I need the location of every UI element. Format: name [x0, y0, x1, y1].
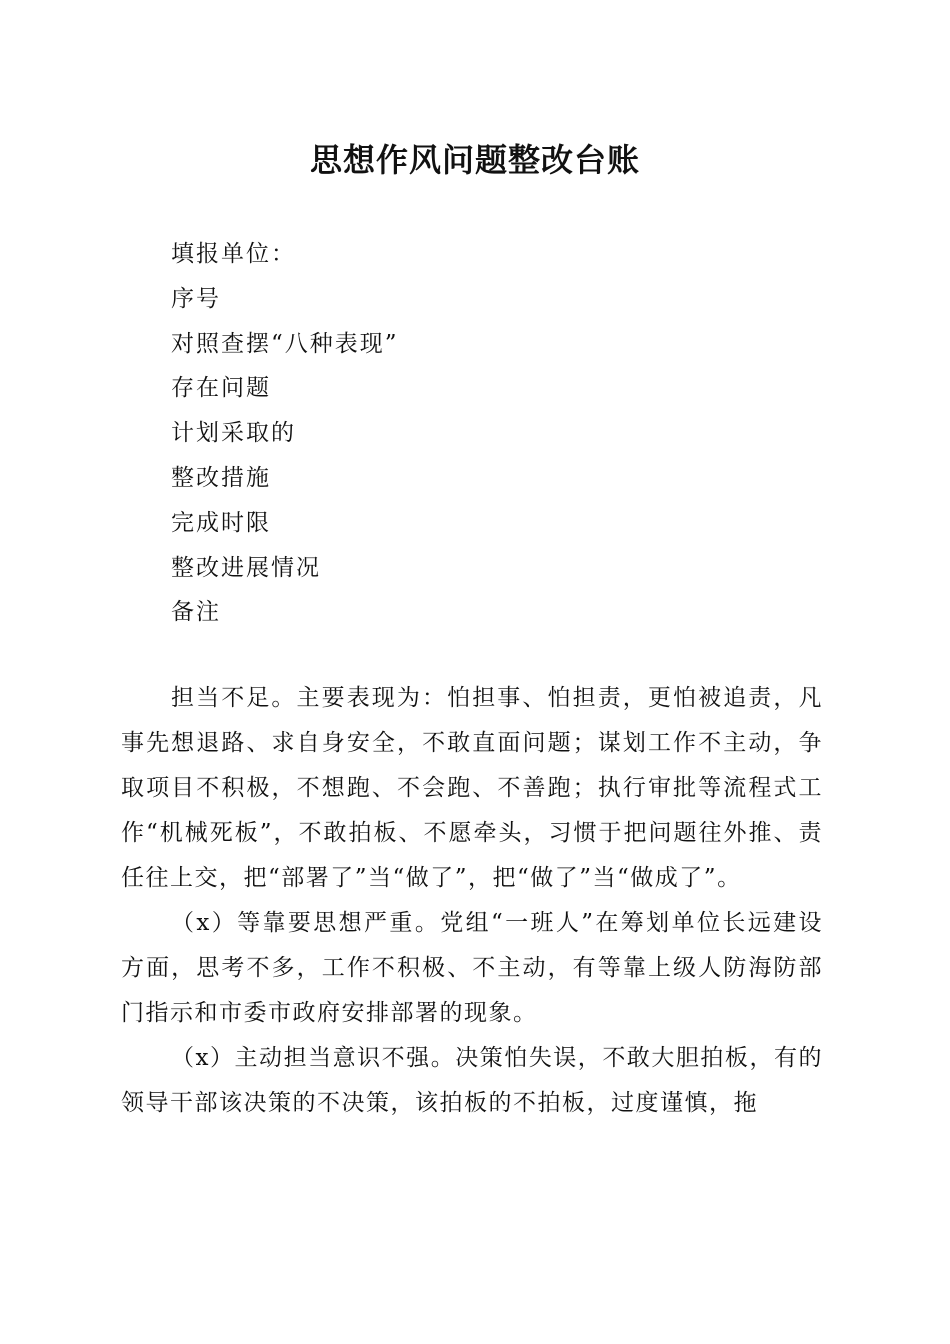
field-progress: 整改进展情况	[171, 554, 321, 581]
paragraph-weak-initiative: （x）主动担当意识不强。决策怕失误，不敢大胆拍板，有的领导干部该决策的不决策，该拍板的不拍板，过度谨慎，拖	[121, 1045, 823, 1116]
document-title: 思想作风问题整改台账	[309, 141, 640, 179]
field-remarks: 备注	[171, 599, 221, 626]
document-body	[121, 676, 823, 1126]
ledger-field-list	[171, 232, 399, 635]
field-serial-number: 序号	[171, 285, 221, 312]
field-eight-manifestations: 对照查摆“八种表现”	[171, 330, 399, 357]
field-reporting-unit: 填报单位：	[171, 241, 296, 267]
field-deadline: 完成时限	[171, 509, 271, 536]
paragraph-lack-of-responsibility: 担当不足。主要表现为：怕担事、怕担责，更怕被追责，凡事先想退路、求自身安全，不敢直面问题；谋划工作不主动，争取项目不积极，不想跑、不会跑、不善跑；执行审批等流程式工作“机械死板”，不敢拍板、不愿牵头，习惯于把问题往外推、责任往上交，把“部署了”当“做了”，把“做了”当“做成了”。	[121, 685, 823, 891]
field-existing-problems: 存在问题	[171, 375, 271, 402]
field-planned: 计划采取的	[171, 420, 296, 447]
paragraph-waiting-reliance: （x）等靠要思想严重。党组“一班人”在筹划单位长远建设方面，思考不多，工作不积极、不主动，有等靠上级人防海防部门指示和市委市政府安排部署的现象。	[121, 910, 823, 1026]
field-rectification-measures: 整改措施	[171, 464, 271, 491]
